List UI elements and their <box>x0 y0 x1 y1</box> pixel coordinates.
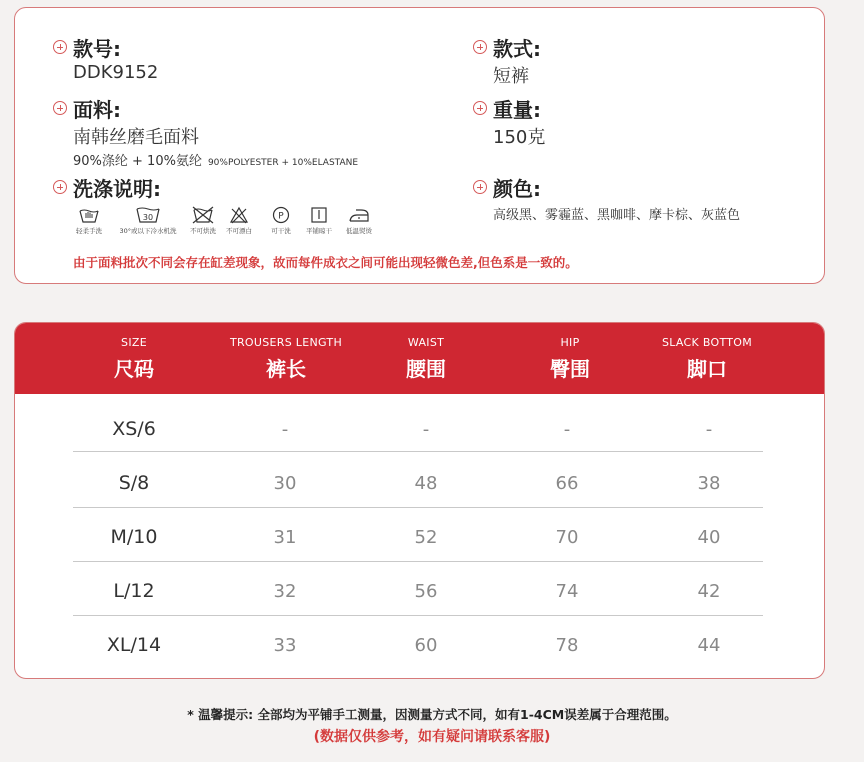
care-item-no-tumble <box>189 206 217 235</box>
cell-length: 32 <box>273 581 297 602</box>
style-label: 款式: <box>493 36 541 61</box>
wash-label: 洗涤说明: <box>73 176 161 201</box>
low-iron-icon <box>348 206 370 224</box>
measurement-tip: * 温馨提示: 全部均为平铺手工测量，因测量方式不同，如有1-4CM误差属于合理范围。 <box>187 707 677 722</box>
header-slack-bottom <box>662 323 752 394</box>
cell-size: L/12 <box>113 580 155 602</box>
care-label: 平铺晾干 <box>306 227 332 235</box>
size-table <box>14 322 825 679</box>
table-header <box>15 323 824 394</box>
care-label: 可干洗 <box>271 227 291 235</box>
no-bleach-icon <box>229 206 249 224</box>
dry-clean-p-icon <box>271 206 291 224</box>
cell-size: M/10 <box>110 526 158 548</box>
cell-length: 31 <box>273 527 297 548</box>
cell-hip: - <box>563 419 571 440</box>
header-hip <box>550 323 590 394</box>
cell-length: - <box>281 419 289 440</box>
care-label: 不可漂白 <box>226 227 252 235</box>
no-tumble-dry-icon <box>192 206 214 224</box>
table-row <box>73 618 763 673</box>
cell-hip: 74 <box>555 581 579 602</box>
hand-wash-icon <box>78 206 100 224</box>
header-waist <box>406 323 446 394</box>
care-label: 30°或以下冷水机洗 <box>119 227 177 235</box>
cell-hip: 70 <box>555 527 579 548</box>
care-label: 低温熨烫 <box>346 227 372 235</box>
header-en: SIZE <box>121 335 147 349</box>
cell-bottom: 38 <box>697 473 721 494</box>
product-info-card <box>14 7 825 284</box>
header-size <box>114 323 154 394</box>
cell-size: S/8 <box>118 472 150 494</box>
weight-block <box>473 95 545 149</box>
care-label: 不可烘洗 <box>190 227 216 235</box>
cell-hip: 78 <box>555 635 579 656</box>
cell-bottom: 42 <box>697 581 721 602</box>
fabric-label: 面料: <box>73 97 121 122</box>
cell-bottom: 44 <box>697 635 721 656</box>
circle-plus-icon <box>53 101 67 115</box>
header-cn: 脚口 <box>687 356 727 381</box>
care-label: 轻柔手洗 <box>76 227 102 235</box>
style-no-block <box>53 34 158 83</box>
cell-waist: - <box>422 419 430 440</box>
cell-size: XL/14 <box>106 634 162 656</box>
cell-waist: 52 <box>414 527 438 548</box>
composition-cn: 90%涤纶 + 10%氨纶 <box>73 154 202 169</box>
table-row <box>73 402 763 457</box>
row-divider <box>73 451 763 452</box>
reference-note: (数据仅供参考，如有疑问请联系客服) <box>313 729 551 745</box>
care-item-dry-clean <box>261 206 301 235</box>
cell-hip: 66 <box>555 473 579 494</box>
weight-value: 150克 <box>493 127 546 148</box>
circle-plus-icon <box>473 101 487 115</box>
row-divider <box>73 507 763 508</box>
header-cn: 腰围 <box>406 356 446 381</box>
cell-waist: 48 <box>414 473 438 494</box>
row-divider <box>73 561 763 562</box>
header-trousers-length <box>230 323 342 394</box>
fabric-value: 南韩丝磨毛面料 <box>73 127 199 148</box>
header-cn: 尺码 <box>114 356 154 381</box>
cell-length: 30 <box>273 473 297 494</box>
care-item-hang-dry <box>301 206 337 235</box>
dry-clean-letter: P <box>278 211 284 222</box>
header-en: TROUSERS LENGTH <box>229 335 343 349</box>
wash-temp-text: 30 <box>142 213 154 222</box>
cell-waist: 56 <box>414 581 438 602</box>
style-no-value: DDK9152 <box>73 62 159 83</box>
care-icons-row <box>71 206 381 235</box>
cell-bottom: - <box>705 419 713 440</box>
circle-plus-icon <box>473 40 487 54</box>
row-divider <box>73 615 763 616</box>
table-row <box>73 564 763 619</box>
header-en: SLACK BOTTOM <box>661 335 753 349</box>
header-en: WAIST <box>407 335 445 349</box>
cell-bottom: 40 <box>697 527 721 548</box>
hang-dry-icon <box>309 206 329 224</box>
color-block <box>473 174 740 223</box>
header-en: HIP <box>560 335 580 349</box>
table-row <box>73 510 763 565</box>
composition-en: 90%POLYESTER + 10%ELASTANE <box>207 158 359 168</box>
care-item-hand-wash <box>71 206 107 235</box>
color-difference-notice: 由于面料批次不同会存在缸差现象，故而每件成衣之间可能出现轻微色差,但色系是一致的。 <box>73 255 578 270</box>
fabric-composition <box>73 150 358 169</box>
care-item-low-iron <box>337 206 381 235</box>
cell-length: 33 <box>273 635 297 656</box>
header-cn: 臀围 <box>550 356 590 381</box>
cell-size: XS/6 <box>112 418 156 440</box>
style-no-label: 款号: <box>73 36 121 61</box>
weight-label: 重量: <box>493 97 541 122</box>
fabric-block <box>53 95 358 169</box>
color-label: 颜色: <box>493 176 541 201</box>
wash-block <box>53 174 161 200</box>
header-cn: 裤长 <box>266 356 306 381</box>
care-item-machine-wash <box>107 206 189 235</box>
circle-plus-icon <box>53 40 67 54</box>
style-value: 短裤 <box>493 66 529 87</box>
circle-plus-icon <box>473 180 487 194</box>
circle-plus-icon <box>53 180 67 194</box>
color-value: 高级黑、雾霾蓝、黑咖啡、摩卡棕、灰蓝色 <box>493 208 741 223</box>
care-item-no-bleach <box>217 206 261 235</box>
style-block <box>473 34 541 88</box>
cell-waist: 60 <box>414 635 438 656</box>
machine-wash-30-icon <box>135 206 161 224</box>
table-row <box>73 456 763 511</box>
